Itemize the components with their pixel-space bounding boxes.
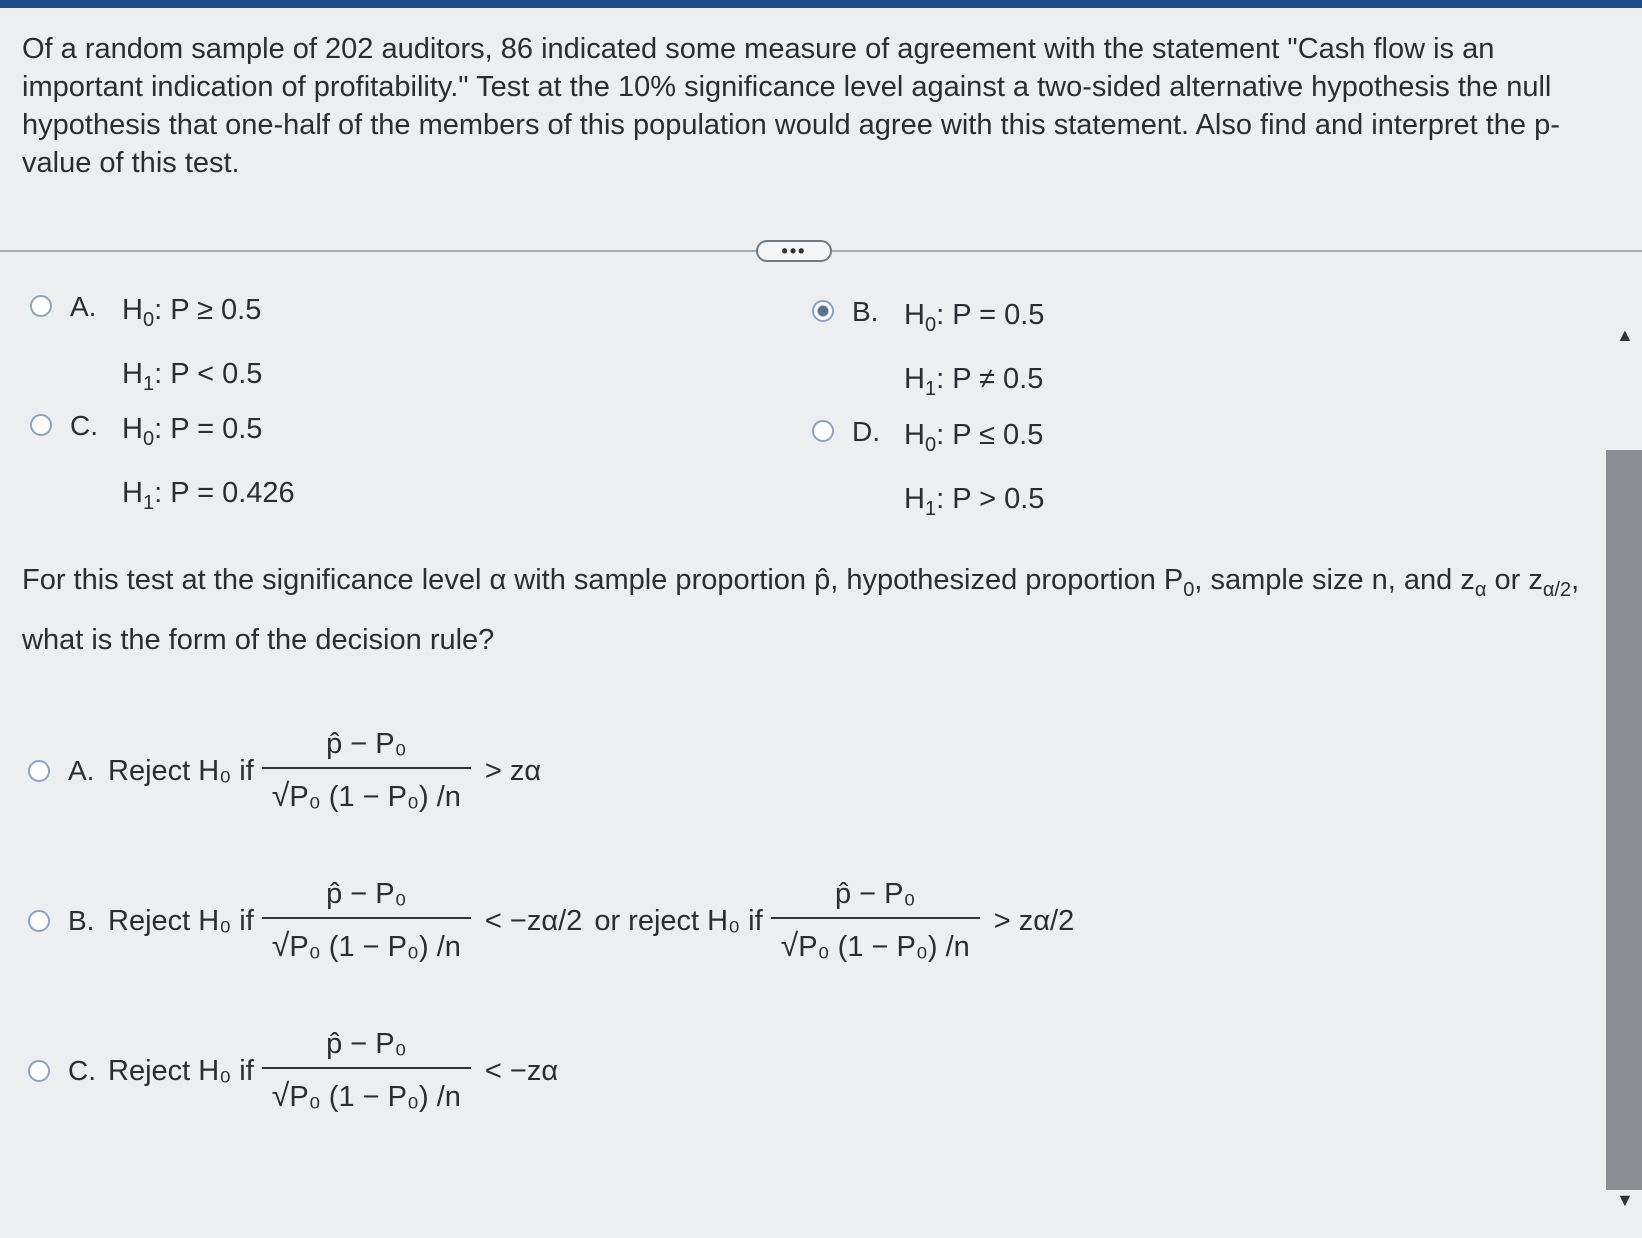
radio-button[interactable] xyxy=(812,420,834,442)
sqrt-icon: √ xyxy=(271,927,290,963)
h1-line: $H_1$: P = 0.426 xyxy=(122,476,295,514)
radio-button-selected[interactable] xyxy=(812,300,834,322)
sqrt-icon: √ xyxy=(780,927,799,963)
rule-comparison: < −zα xyxy=(484,1054,559,1087)
scroll-up-icon[interactable]: ▲ xyxy=(1616,325,1634,345)
radio-button[interactable] xyxy=(30,414,52,436)
option-letter: C. xyxy=(70,410,98,441)
fraction-numerator: p̂ − P₀ xyxy=(326,728,407,760)
rule-comparison: < −zα/2 xyxy=(484,904,583,937)
more-button[interactable]: ••• xyxy=(756,240,832,262)
option-letter: D. xyxy=(852,416,880,447)
z-statistic-fraction xyxy=(771,878,980,964)
decision-rule-option-b[interactable] xyxy=(28,878,1074,964)
sqrt-icon: √ xyxy=(271,1077,290,1113)
fraction-numerator: p̂ − P₀ xyxy=(834,878,916,910)
option-letter: A. xyxy=(70,291,97,322)
hypothesis-option-b[interactable] xyxy=(812,288,1044,416)
option-letter: B. xyxy=(852,296,879,327)
hypothesis-option-a[interactable] xyxy=(30,283,262,411)
top-bar xyxy=(0,0,1642,8)
h1-line: $H_1$: P < 0.5 xyxy=(122,357,263,395)
radio-button[interactable] xyxy=(30,295,52,317)
z-statistic-fraction xyxy=(262,1028,471,1114)
rule-prefix: Reject H₀ if xyxy=(108,754,254,787)
rule-comparison: > zα xyxy=(484,754,542,787)
h0-line: $H_0$: P = 0.5 xyxy=(122,413,263,450)
rule-comparison: > zα/2 xyxy=(993,904,1075,937)
h1-line: $H_1$: P ≠ 0.5 xyxy=(904,362,1044,400)
radio-button[interactable] xyxy=(28,910,50,932)
hypothesis-option-d[interactable] xyxy=(812,408,1044,536)
fraction-denominator: √P₀ (1 − P₀) /n xyxy=(262,1067,471,1114)
fraction-denominator: √P₀ (1 − P₀) /n xyxy=(771,917,980,964)
sqrt-icon: √ xyxy=(271,777,290,813)
fraction-denominator: √P₀ (1 − P₀) /n xyxy=(262,767,471,814)
decision-rule-question: For this test at the significance level α with sample proportion p̂, hypothesized proportion $P_0$, sample size n, and $z_\alpha$ or $z_{\alpha/2}$, what is the form of the decision rule? xyxy=(22,564,1580,656)
fraction-numerator: p̂ − P₀ xyxy=(326,878,407,910)
z-statistic-fraction xyxy=(262,878,471,964)
radio-button[interactable] xyxy=(28,760,50,782)
fraction-numerator: p̂ − P₀ xyxy=(326,1028,407,1060)
rule-middle-text: or reject H₀ if xyxy=(594,904,763,937)
h0-line: $H_0$: P = 0.5 xyxy=(904,299,1045,336)
hypothesis-option-c[interactable] xyxy=(30,402,295,530)
option-letter: B. xyxy=(68,905,95,936)
rule-prefix: Reject H₀ if xyxy=(108,1054,254,1087)
fraction-denominator: √P₀ (1 − P₀) /n xyxy=(262,917,471,964)
option-letter: A. xyxy=(68,755,95,786)
h1-line: $H_1$: P > 0.5 xyxy=(904,482,1045,520)
question-text: Of a random sample of 202 auditors, 86 indicated some measure of agreement with the statement "Cash flow is an important indication of profitability." Test at the 10% significance level against a two-sided alternative hypothesis the null hypothesis that one-half of the members of this population would agree with this statement. Also find and interpret the p-value of this test. xyxy=(22,33,1560,179)
z-statistic-fraction xyxy=(262,728,471,814)
radio-button[interactable] xyxy=(28,1060,50,1082)
h0-line: $H_0$: P ≥ 0.5 xyxy=(122,294,262,331)
scroll-down-icon[interactable]: ▼ xyxy=(1616,1190,1634,1210)
scrollbar-thumb[interactable] xyxy=(1606,450,1642,1190)
rule-prefix: Reject H₀ if xyxy=(108,904,254,937)
option-letter: C. xyxy=(68,1055,96,1086)
decision-rule-option-a[interactable] xyxy=(28,728,541,814)
h0-line: $H_0$: P ≤ 0.5 xyxy=(904,419,1044,456)
decision-rule-option-c[interactable] xyxy=(28,1028,558,1114)
